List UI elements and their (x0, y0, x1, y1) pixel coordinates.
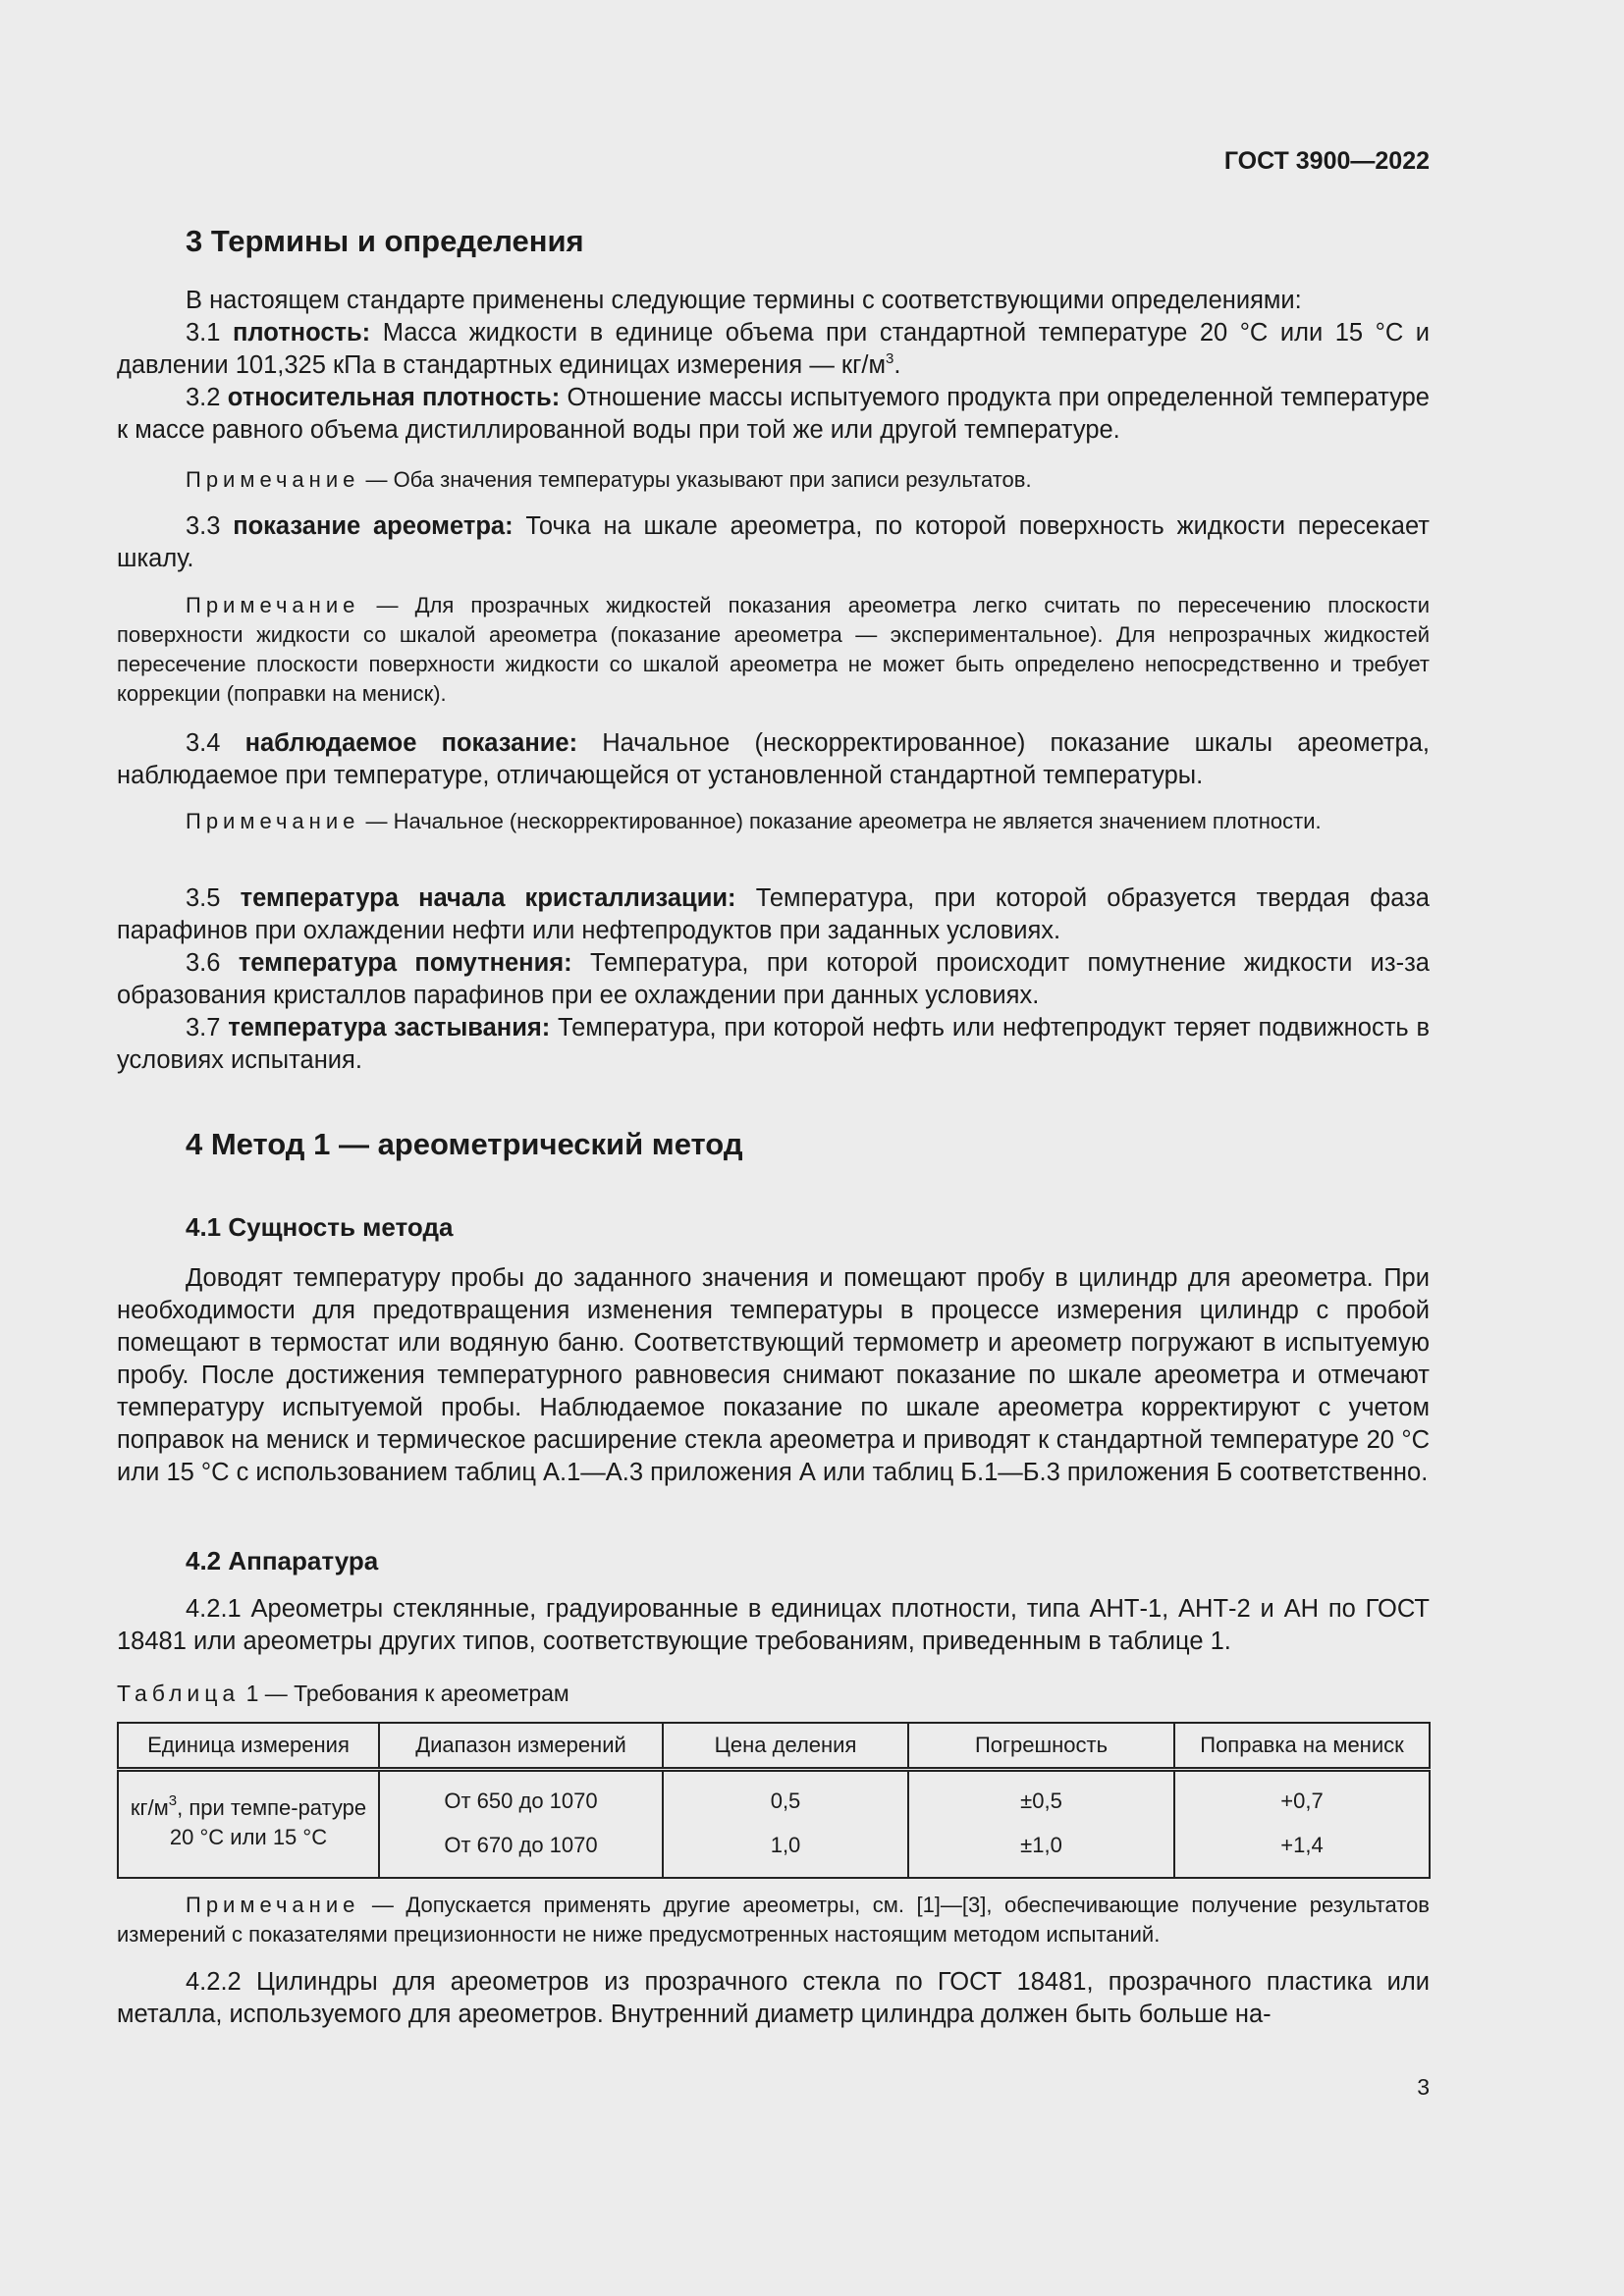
term-3-5: 3.5 температура начала кристаллизации: Температура, при которой образуется твердая фаза парафинов при охлаждении нефти или нефтепродуктов при заданных условиях. (117, 884, 1430, 944)
term-3-4: 3.4 наблюдаемое показание: Начальное (нескорректированное) показание шкалы ареометра, наблюдаемое при температуре, отличающейся от установленной стандартной температуры. (117, 729, 1430, 789)
page-number: 3 (1417, 2074, 1430, 2100)
error-cell: ±1,0 (908, 1823, 1174, 1878)
term-3-2: 3.2 относительная плотность: Отношение массы испытуемого продукта при определенной температуре к массе равного объема дистиллированной воды при той же или другой температуре. (117, 384, 1430, 444)
paragraph-4-2-1: 4.2.1 Ареометры стеклянные, градуированные в единицах плотности, типа АНТ-1, АНТ-2 и АН по ГОСТ 18481 или ареометры других типов, соответствующие требованиям, приведенным в таблице 1. (117, 1595, 1430, 1655)
terms-3-5-to-3-7 (117, 882, 1430, 1077)
term-3-4-block (117, 727, 1430, 792)
header-meniscus: Поправка на мениск (1174, 1723, 1430, 1770)
term-3-1: 3.1 плотность: Масса жидкости в единице объема при стандартной температуре 20 °С или 15 °С и давлении 101,325 кПа в стандартных единицах измерения — $кг/м^3$. (117, 319, 1431, 379)
term-3-3-block (117, 510, 1430, 575)
requirements-table (117, 1722, 1431, 1879)
term-3-7: 3.7 температура застывания: Температура, при которой нефть или нефтепродукт теряет подвижность в условиях испытания. (117, 1014, 1430, 1074)
table-header-row (118, 1723, 1430, 1770)
header-unit: Единица измерения (118, 1723, 379, 1770)
meniscus-cell: +0,7 (1174, 1770, 1430, 1824)
section-3-title: 3 Термины и определения (186, 224, 584, 258)
header-error: Погрешность (908, 1723, 1174, 1770)
section-4-2-title: 4.2 Аппаратура (186, 1546, 379, 1575)
meniscus-cell: +1,4 (1174, 1823, 1430, 1878)
section-3-terms (117, 285, 1430, 447)
note-1: Примечание — Оба значения температуры указывают при записи результатов. (186, 467, 1032, 492)
section-4-1-title: 4.1 Сущность метода (186, 1212, 454, 1242)
document-header: ГОСТ 3900—2022 (1223, 147, 1430, 175)
table-caption: Таблица 1 — Требования к ареометрам (117, 1681, 569, 1706)
note-4: Примечание — Допускается применять другие ареометры, см. [1]—[3], обеспечивающие получение результатов измерений с показателями прецизионности не ниже предусмотренных настоящим методом испытаний. (117, 1893, 1430, 1947)
table-row (118, 1770, 1430, 1824)
error-cell: ±0,5 (908, 1770, 1174, 1824)
term-3-6: 3.6 температура помутнения: Температура, при которой происходит помутнение жидкости из-за образования кристаллов парафинов при ее охлаждении при данных условиях. (117, 949, 1430, 1009)
section-4-1-text: Доводят температуру пробы до заданного значения и помещают пробу в цилиндр для ареометра. При необходимости для предотвращения изменения температуры в процессе измерения цилиндр с пробой помещают в термостат или водяную баню. Соответствующий термометр и ареометр погружают в испытуемую пробу. После достижения температурного равновесия снимают показание по шкале ареометра и отмечают температуру испытуемой пробы. Наблюдаемое показание по шкале ареометра корректируют с учетом поправок на мениск и термическое расширение стекла ареометра и приводят к стандартной температуре 20 °С или 15 °С с использованием таблиц А.1—А.3 приложения А или таблиц Б.1—Б.3 приложения Б соответственно. (117, 1264, 1430, 1486)
division-cell: 1,0 (663, 1823, 908, 1878)
header-division: Цена деления (663, 1723, 908, 1770)
section-3-intro: В настоящем стандарте применены следующие термины с соответствующими определениями: (186, 287, 1302, 314)
section-4-1-body (117, 1262, 1430, 1489)
unit-cell: $кг/м^3$, при темпе-ратуре 20 °С или 15 °С (118, 1770, 379, 1879)
section-4-2-2-body (117, 1966, 1430, 2031)
header-range: Диапазон измерений (379, 1723, 663, 1770)
division-cell: 0,5 (663, 1770, 908, 1824)
range-cell: От 670 до 1070 (379, 1823, 663, 1878)
range-cell: От 650 до 1070 (379, 1770, 663, 1824)
note-3: Примечание — Начальное (нескорректированное) показание ареометра не является значением плотности. (186, 809, 1322, 833)
term-3-3: 3.3 показание ареометра: Точка на шкале ареометра, по которой поверхность жидкости пересекает шкалу. (117, 512, 1430, 572)
section-4-2-1-body (117, 1593, 1430, 1658)
note-2: Примечание — Для прозрачных жидкостей показания ареометра легко считать по пересечению плоскости поверхности жидкости со шкалой ареометра (показание ареометра — экспериментальное). Для непрозрачных жидкостей пересечение плоскости поверхности жидкости со шкалой ареометра не может быть определено непосредственно и требует коррекции (поправки на мениск). (117, 593, 1430, 706)
paragraph-4-2-2: 4.2.2 Цилиндры для ареометров из прозрачного стекла по ГОСТ 18481, прозрачного пластика или металла, используемого для ареометров. Внутренний диаметр цилиндра должен быть больше на- (117, 1968, 1430, 2028)
section-4-title: 4 Метод 1 — ареометрический метод (186, 1127, 743, 1161)
